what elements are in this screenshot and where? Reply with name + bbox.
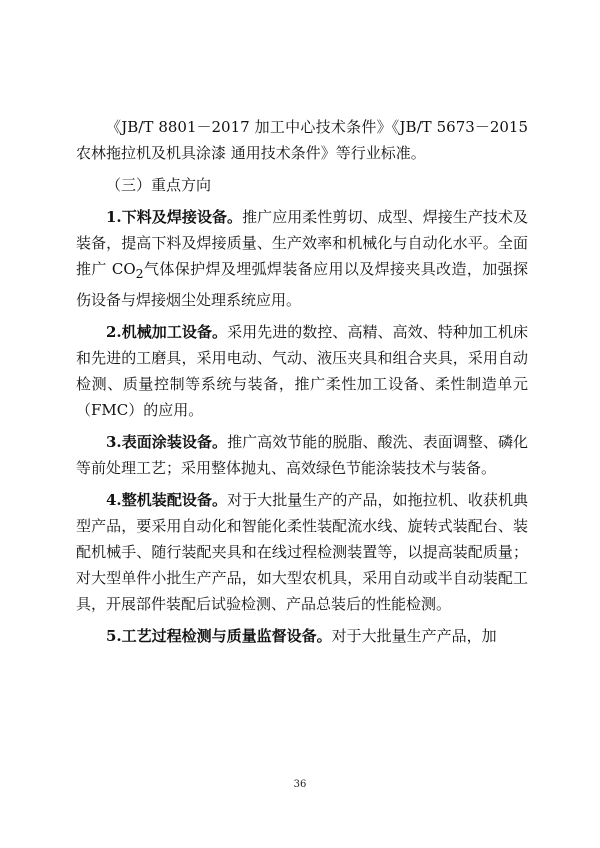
item-title-5: 5.工艺过程检测与质量监督设备。 (106, 627, 332, 645)
item-body-4: 对于大批量生产的产品，如拖拉机、收获机典型产品，要采用自动化和智能化柔性装配流水线、旋转式装配台、装配机械手、随行装配夹具和在线过程检测装置等，以提高装配质量；对大型单件小批生产产品，如大型农机具，采用自动或半自动装配工具，开展部件装配后试验检测、产品总装后的性能检测。 (76, 491, 528, 613)
item-title-2: 2.机械加工设备。 (106, 323, 228, 341)
item-paragraph-1 (76, 204, 528, 313)
item-paragraph-2 (76, 319, 528, 423)
intro-paragraph (76, 114, 528, 166)
item-title-4: 4.整机装配设备。 (106, 491, 228, 509)
item-paragraph-3 (76, 429, 528, 481)
item-paragraph-5 (76, 623, 528, 649)
item-body-2: 采用先进的数控、高精、高效、特种加工机床和先进的工磨具，采用电动、气动、液压夹具和组合夹具，采用自动检测、质量控制等系统与装备，推广柔性加工设备、柔性制造单元（FMC）的应用。 (76, 323, 528, 419)
section-heading-text: （三）重点方向 (106, 176, 212, 194)
item-title-1: 1.下料及焊接设备。 (106, 208, 243, 226)
intro-text: 《JB/T 8801－2017 加工中心技术条件》《JB/T 5673－2015 农林拖拉机及机具涂漆 通用技术条件》等行业标准。 (76, 118, 528, 162)
item-title-3: 3.表面涂装设备。 (106, 433, 228, 451)
item-body-1b: 气体保护焊及埋弧焊装备应用以及焊接夹具改造，加强探伤设备与焊接烟尘处理系统应用。 (76, 260, 528, 309)
item-body-1a: 推广应用柔性剪切、成型、焊接生产技术及装备，提高下料及焊接质量、生产效率和机械化与自动化水平。全面推广 CO (76, 208, 528, 278)
section-heading (76, 172, 528, 198)
co2-subscript: 2 (135, 266, 144, 281)
item-body-5: 对于大批量生产产品，加 (331, 627, 497, 645)
page-number: 36 (293, 779, 307, 790)
item-paragraph-4 (76, 487, 528, 617)
document-body (76, 114, 528, 655)
item-body-3: 推广高效节能的脱脂、酸洗、表面调整、磷化等前处理工艺；采用整体抛丸、高效绿色节能涂装技术与装备。 (76, 433, 528, 477)
